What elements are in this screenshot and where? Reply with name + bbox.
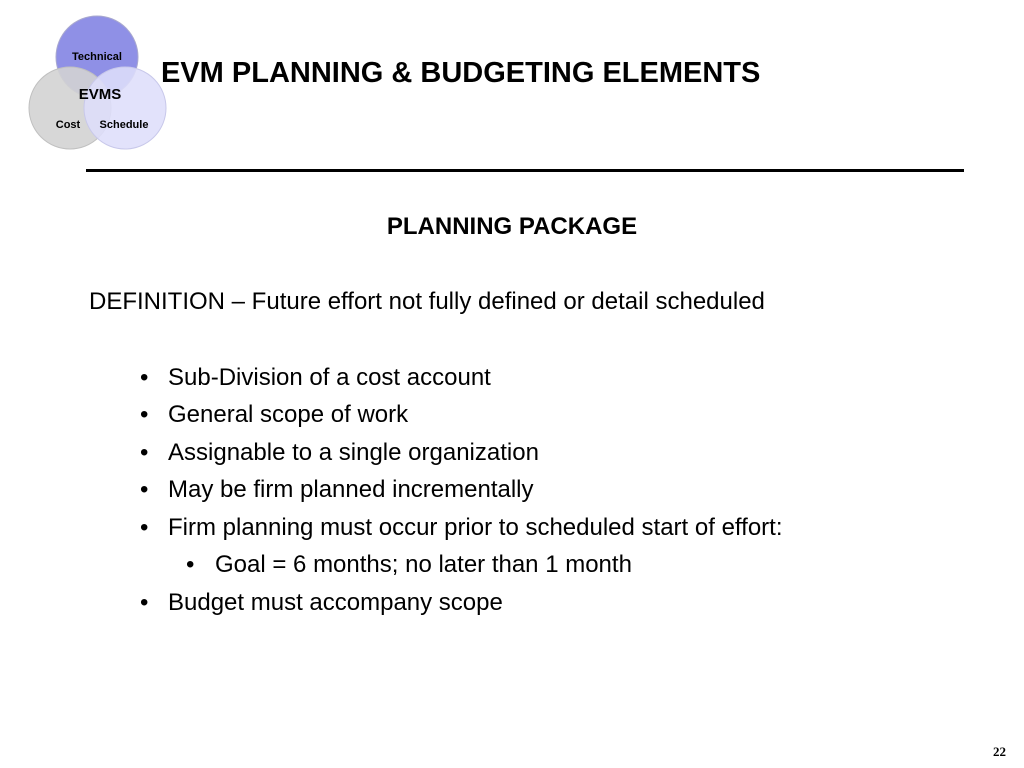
- title-divider: [86, 169, 964, 172]
- list-item: [140, 474, 534, 506]
- list-item: [140, 512, 783, 544]
- list-item: [140, 399, 408, 431]
- bullet-marker: •: [140, 589, 149, 616]
- bullet-marker: •: [186, 551, 195, 578]
- logo-schedule-label: Schedule: [99, 119, 149, 131]
- slide-title: EVM PLANNING & BUDGETING ELEMENTS: [161, 57, 761, 89]
- bullet-marker: •: [140, 476, 149, 503]
- list-item: [140, 587, 503, 619]
- logo-cost-label: Cost: [55, 119, 81, 131]
- bullet-marker: •: [140, 364, 149, 391]
- logo-evms-label: EVMS: [78, 86, 122, 103]
- evms-venn-diagram: [25, 15, 170, 155]
- bullet-text: Sub-Division of a cost account: [168, 364, 491, 391]
- list-item: [140, 437, 539, 469]
- bullet-text: General scope of work: [168, 401, 409, 428]
- evms-logo: [25, 15, 170, 155]
- bullet-text: May be firm planned incrementally: [168, 476, 534, 503]
- bullet-marker: •: [140, 439, 149, 466]
- list-item: [140, 362, 491, 394]
- sub-list-item: [186, 549, 632, 581]
- bullet-text: Goal = 6 months; no later than 1 month: [215, 551, 632, 578]
- bullet-text: Firm planning must occur prior to scheduled start of effort:: [168, 514, 783, 541]
- bullet-marker: •: [140, 401, 149, 428]
- bullet-text: Budget must accompany scope: [168, 589, 503, 616]
- bullet-text: Assignable to a single organization: [168, 439, 539, 466]
- section-heading: PLANNING PACKAGE: [386, 213, 638, 240]
- page-number: 22: [993, 744, 1006, 759]
- logo-technical-label: Technical: [72, 51, 122, 63]
- bullet-marker: •: [140, 514, 149, 541]
- definition-text: DEFINITION – Future effort not fully defined or detail scheduled: [89, 288, 765, 315]
- schedule-circle: [84, 67, 166, 149]
